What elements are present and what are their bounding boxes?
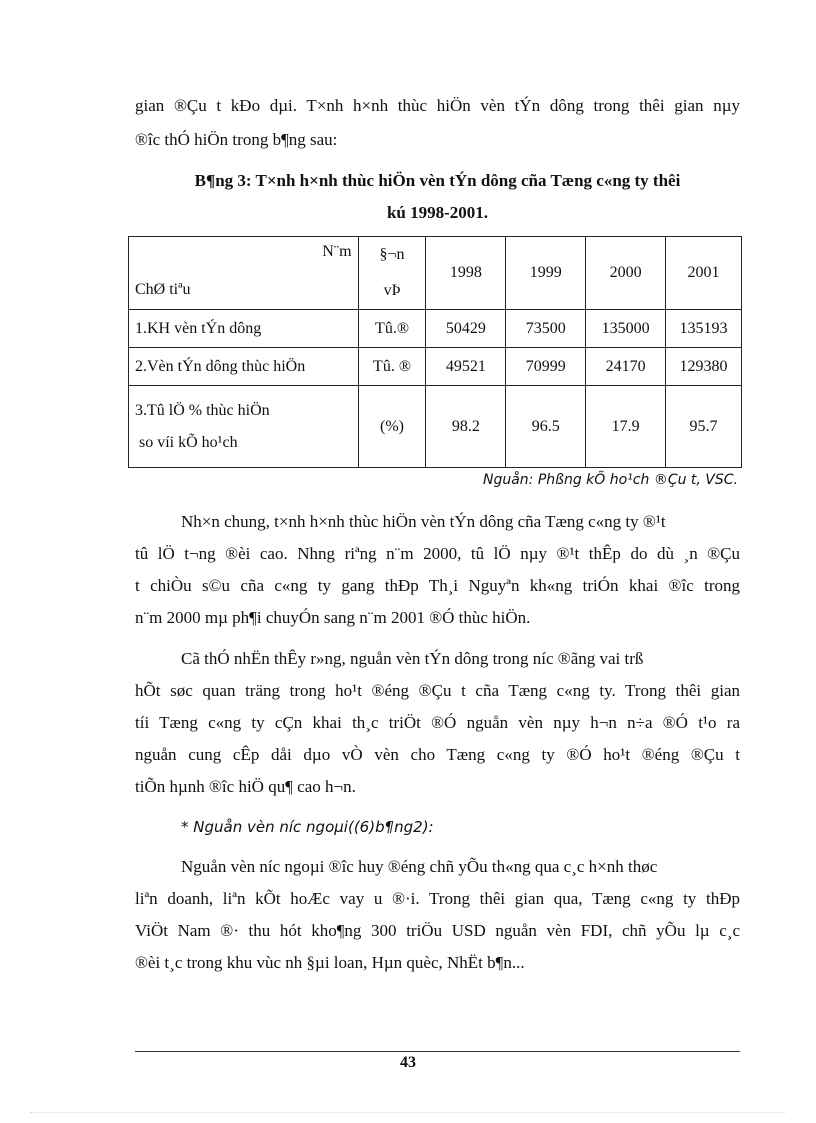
header-year-1999: 1999 (506, 237, 586, 310)
para3-line-4: ®èi t¸c trong khu vùc nh §µi loan, Hµn quèc, NhËt b¶n... (135, 953, 525, 972)
header-year-2000: 2000 (586, 237, 666, 310)
table-row (129, 348, 742, 386)
table-row (129, 386, 742, 468)
row-value: 135000 (586, 310, 666, 348)
row-unit: Tû. ® (358, 348, 426, 386)
row-label-line-1: 3.Tû lÖ % thùc hiÖn (135, 401, 270, 419)
row-label: 1.KH vèn tÝn dông (129, 310, 359, 348)
para3-line-3: ViÖt Nam ®· thu hót kho¶ng 300 triÖu USD nguån vèn FDI, chñ yÕu lµ c¸c (135, 921, 740, 940)
intro-line-2: ®îc thÓ hiÖn trong b¶ng sau: (135, 130, 338, 149)
para1-line-4: n¨m 2000 mµ ph¶i chuyÓn sang n¨m 2001 ®Ó thùc hiÖn. (135, 608, 531, 627)
row-value: 70999 (506, 348, 586, 386)
para1-line-3: t chiÒu s©u cña c«ng ty gang thÐp Th¸i Nguyªn kh«ng triÓn khai ®îc trong (135, 576, 740, 595)
header-year-2001: 2001 (666, 237, 742, 310)
para2-line-2: hÕt søc quan träng trong ho¹t ®éng ®Çu t cña Tæng c«ng ty. Trong thêi gian (135, 681, 740, 700)
header-year-1998: 1998 (426, 237, 506, 310)
para2-line-1: Cã thÓ nhËn thÊy r»ng, nguån vèn tÝn dông trong níc ®ãng vai trß (181, 649, 644, 668)
credit-table (128, 236, 742, 468)
row-label (129, 386, 359, 468)
table-title-line-2: kú 1998-2001. (386, 203, 489, 222)
header-criteria-label: ChØ tiªu (135, 281, 191, 298)
header-unit-line-1: §¬n (379, 246, 405, 263)
table-header-row (129, 237, 742, 310)
para3-line-2: liªn doanh, liªn kÕt hoÆc vay u ®·i. Trong thêi gian qua, Tæng c«ng ty thÐp (135, 889, 740, 908)
row-value: 50429 (426, 310, 506, 348)
row-unit: Tû.® (358, 310, 426, 348)
row-value: 24170 (586, 348, 666, 386)
row-value: 96.5 (506, 386, 586, 468)
row-value: 49521 (426, 348, 506, 386)
page-number: 43 (400, 1054, 416, 1071)
intro-line-1: gian ®Çu t kÐo dµi. T×nh h×nh thùc hiÖn vèn tÝn dông trong thêi gian nµy (135, 96, 740, 115)
para2-line-3: tíi Tæng c«ng ty cÇn khai th¸c triÖt ®Ó nguån vèn nµy h¬n n÷a ®Ó t¹o ra (135, 713, 740, 732)
row-value: 129380 (666, 348, 742, 386)
para2-line-4: nguån cung cÊp dåi dµo vÒ vèn cho Tæng c«ng ty ®Ó ho¹t ®éng ®Çu t (135, 745, 740, 764)
row-value: 98.2 (426, 386, 506, 468)
row-value: 73500 (506, 310, 586, 348)
table-source-note: Nguån: Phßng kÕ ho¹ch ®Çu t, VSC. (482, 472, 738, 488)
row-value: 17.9 (586, 386, 666, 468)
table-row (129, 310, 742, 348)
header-corner-cell (129, 237, 359, 310)
para1-line-2: tû lÖ t¬ng ®èi cao. Nhng riªng n¨m 2000, tû lÖ nµy ®¹t thÊp do dù ¸n ®Çu (135, 544, 740, 563)
header-year-label: N¨m (322, 243, 352, 260)
row-value: 135193 (666, 310, 742, 348)
table-title-line-1: B¶ng 3: T×nh h×nh thùc hiÖn vèn tÝn dông cña Tæng c«ng ty thêi (194, 171, 681, 190)
row-unit: (%) (358, 386, 426, 468)
row-label-line-2: so víi kÕ ho¹ch (135, 433, 238, 451)
page-bottom-border (30, 1112, 786, 1113)
footer-divider (135, 1051, 740, 1052)
subheading-foreign-capital: * Nguån vèn níc ngoµi((6)b¶ng2): (181, 818, 434, 836)
row-value: 95.7 (666, 386, 742, 468)
header-unit-line-2: vÞ (383, 282, 401, 299)
row-label: 2.Vèn tÝn dông thùc hiÖn (129, 348, 359, 386)
para2-line-5: tiÕn hµnh ®îc hiÖ qu¶ cao h¬n. (135, 777, 356, 796)
header-unit-cell (358, 237, 426, 310)
para1-line-1: Nh×n chung, t×nh h×nh thùc hiÖn vèn tÝn dông cña Tæng c«ng ty ®¹t (181, 512, 666, 531)
para3-line-1: Nguån vèn níc ngoµi ®îc huy ®éng chñ yÕu th«ng qua c¸c h×nh thøc (181, 857, 658, 876)
